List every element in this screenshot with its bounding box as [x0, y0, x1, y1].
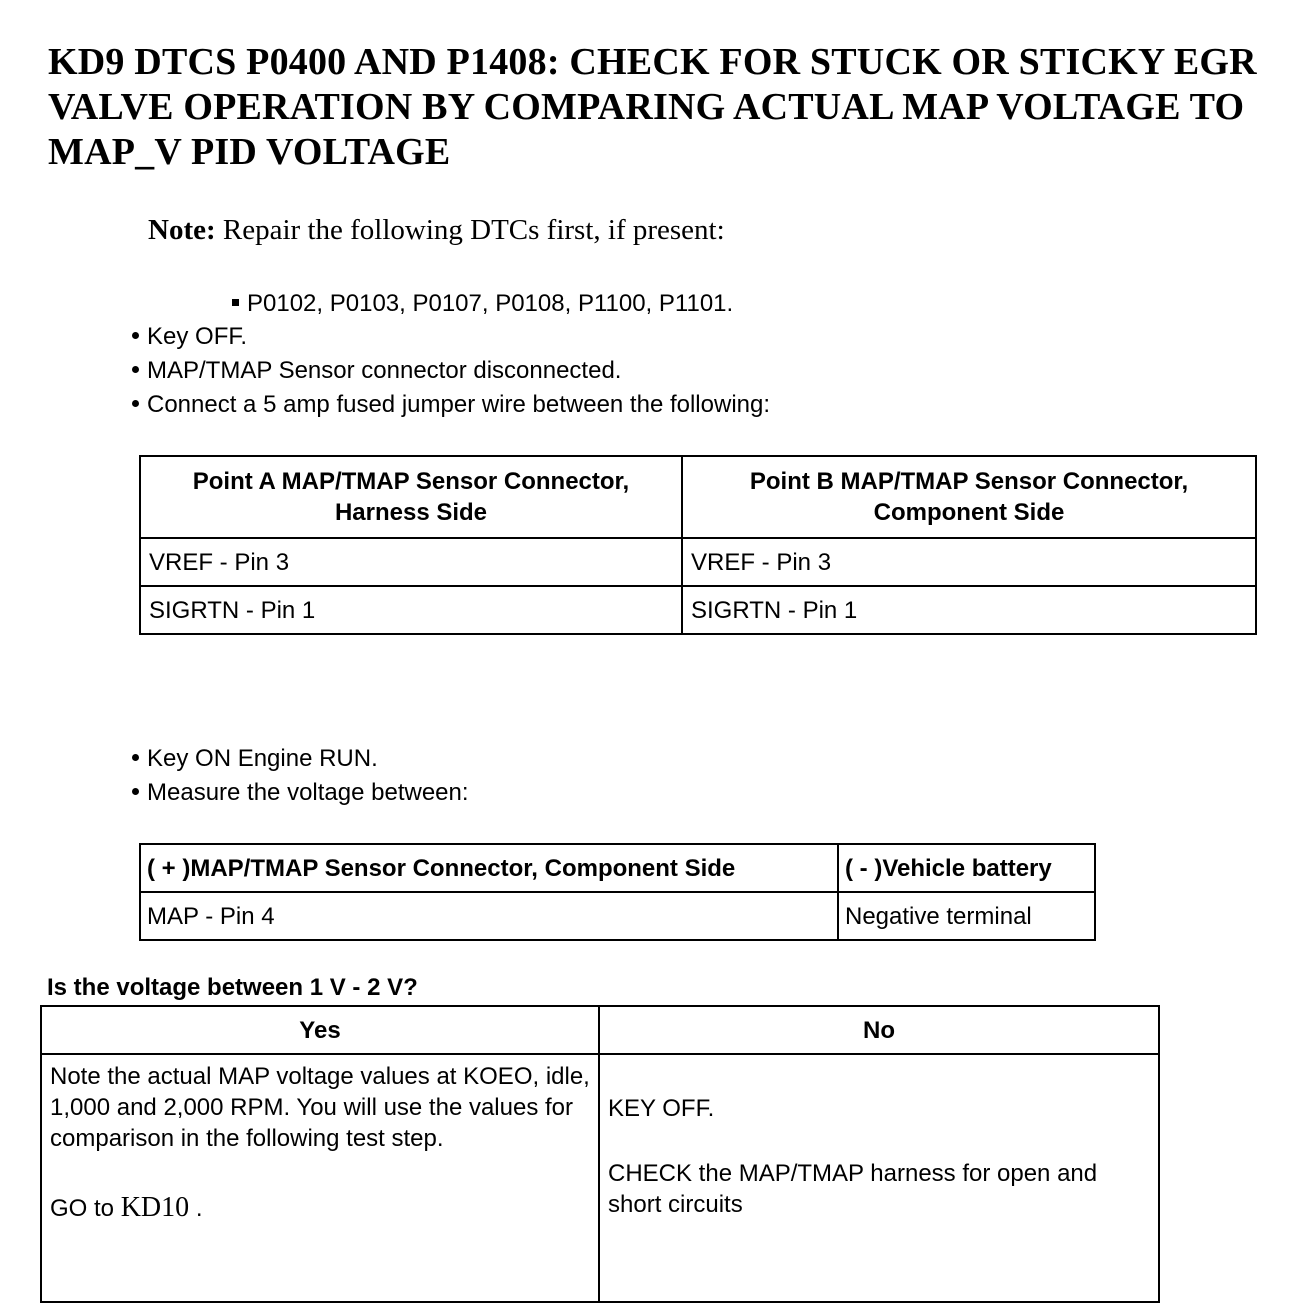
list-item: Key ON Engine RUN.	[132, 742, 469, 776]
question: Is the voltage between 1 V - 2 V?	[47, 974, 418, 1001]
note-text: Repair the following DTCs first, if present:	[222, 214, 725, 246]
table-row	[140, 538, 1256, 586]
goto-kd10-link[interactable]: KD10	[120, 1192, 190, 1223]
table-row	[140, 586, 1256, 634]
no-cell	[599, 1054, 1159, 1302]
list-item: Measure the voltage between:	[132, 776, 469, 810]
dtc-list	[232, 288, 733, 320]
jumper-table	[139, 455, 1257, 635]
square-bullet-icon	[232, 299, 239, 306]
note	[148, 212, 725, 248]
no-line-1: KEY OFF.	[608, 1095, 715, 1122]
no-line-2: CHECK the MAP/TMAP harness for open and short circuits	[608, 1160, 1098, 1218]
table-header-row	[140, 844, 1095, 892]
column-header: ( + )MAP/TMAP Sensor Connector, Component Side	[140, 844, 838, 892]
yes-cell	[41, 1054, 599, 1302]
table-cell: VREF - Pin 3	[140, 538, 682, 586]
table-row	[140, 892, 1095, 940]
note-label: Note:	[148, 214, 216, 246]
goto-line: GO to KD10 .	[50, 1192, 203, 1223]
result-table	[40, 1005, 1160, 1303]
table-cell: VREF - Pin 3	[682, 538, 1256, 586]
table-cell: SIGRTN - Pin 1	[682, 586, 1256, 634]
table-cell: SIGRTN - Pin 1	[140, 586, 682, 634]
step-list-1	[132, 320, 770, 422]
list-item: Connect a 5 amp fused jumper wire between the following:	[132, 388, 770, 422]
column-header: Point A MAP/TMAP Sensor Connector, Harness Side	[140, 456, 682, 538]
column-header: ( - )Vehicle battery	[838, 844, 1095, 892]
table-cell: Negative terminal	[838, 892, 1095, 940]
column-header-no: No	[599, 1006, 1159, 1054]
table-cell: MAP - Pin 4	[140, 892, 838, 940]
dtc-codes: P0102, P0103, P0107, P0108, P1100, P1101.	[247, 290, 734, 317]
measure-table	[139, 843, 1096, 941]
table-row	[41, 1054, 1159, 1302]
yes-text: Note the actual MAP voltage values at KOEO, idle, 1,000 and 2,000 RPM. You will use the values for comparison in the following test step.	[50, 1063, 590, 1152]
list-item: MAP/TMAP Sensor connector disconnected.	[132, 354, 770, 388]
step-list-2	[132, 742, 469, 810]
column-header: Point B MAP/TMAP Sensor Connector, Component Side	[682, 456, 1256, 538]
table-header-row	[140, 456, 1256, 538]
list-item: Key OFF.	[132, 320, 770, 354]
page-title: KD9 DTCS P0400 AND P1408: CHECK FOR STUCK OR STICKY EGR VALVE OPERATION BY COMPARING ACTUAL MAP VOLTAGE TO MAP_V PID VOLTAGE	[48, 41, 1257, 173]
column-header-yes: Yes	[41, 1006, 599, 1054]
table-header-row	[41, 1006, 1159, 1054]
